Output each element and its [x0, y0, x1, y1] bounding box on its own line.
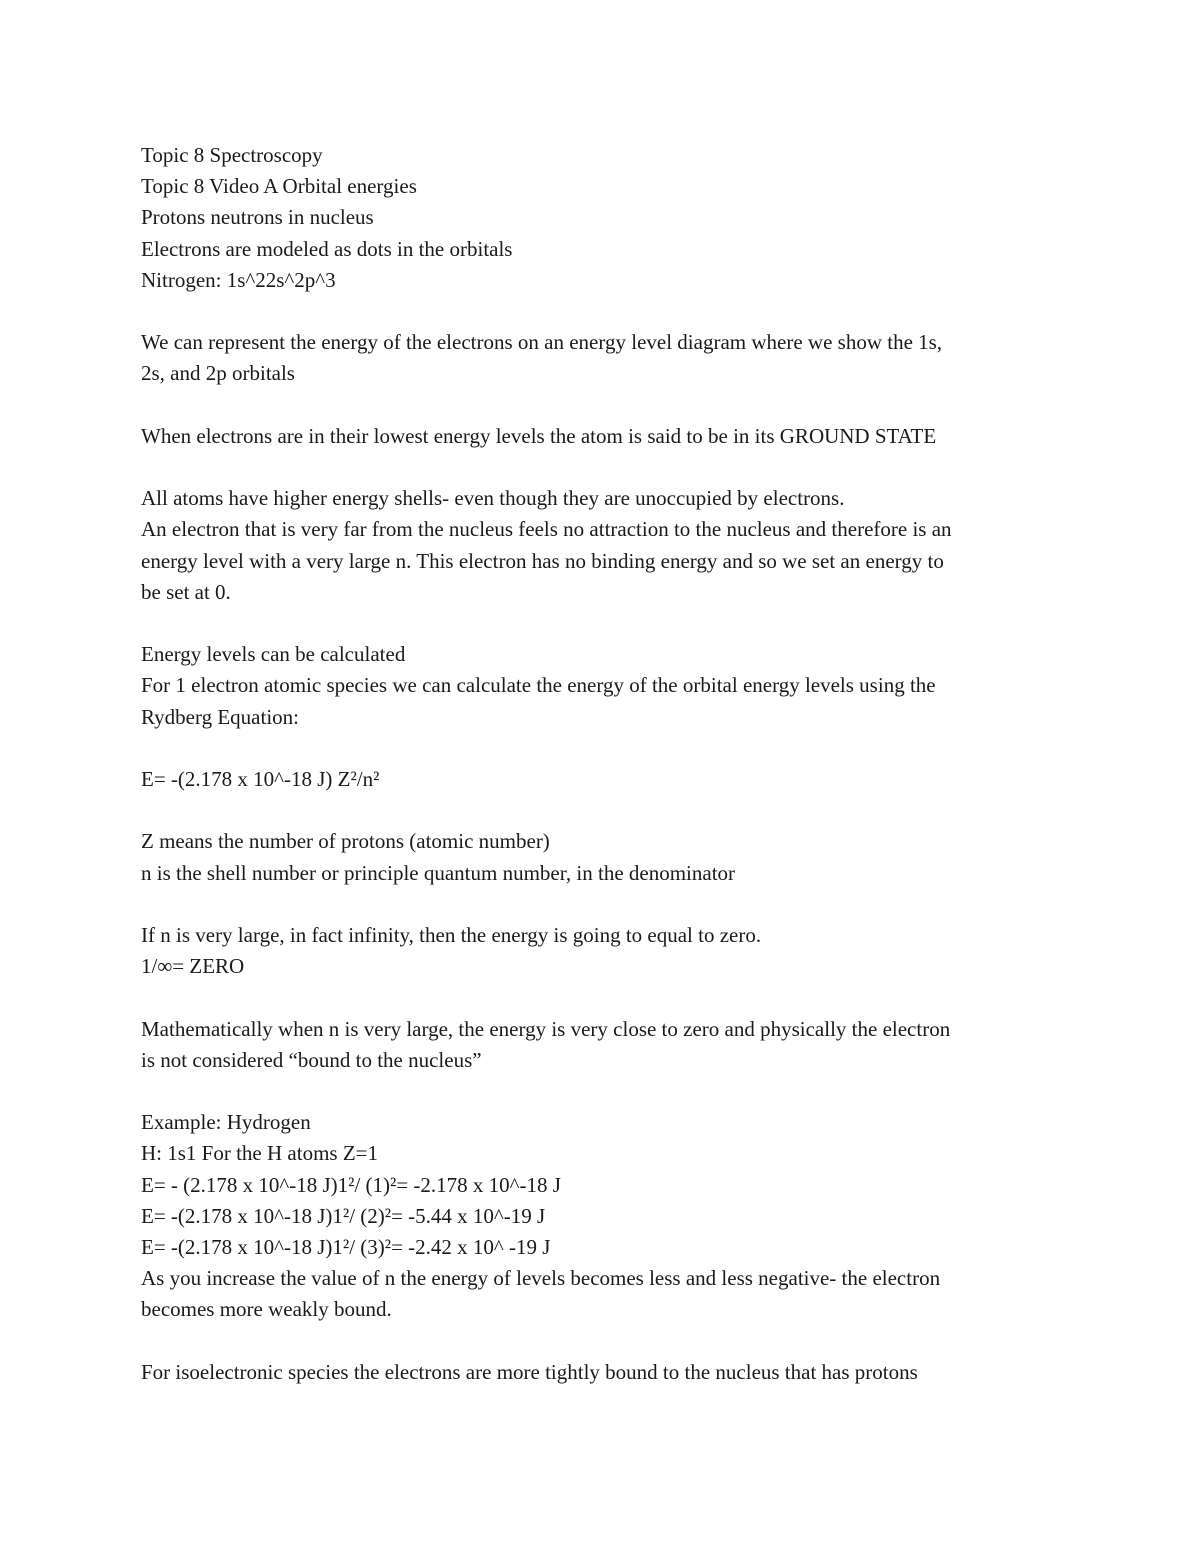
equation-line: E= -(2.178 x 10^-18 J)1²/ (2)²= -5.44 x 10^-19 J	[141, 1203, 546, 1228]
blank-line	[141, 452, 1071, 483]
text-line: Electrons are modeled as dots in the orbitals	[141, 236, 513, 261]
equation-line: E= - (2.178 x 10^-18 J)1²/ (1)²= -2.178 x 10^-18 J	[141, 1172, 561, 1197]
text-line: Energy levels can be calculated	[141, 642, 406, 667]
document-subtitle: Topic 8 Video A Orbital energies	[141, 174, 417, 199]
text-line: be set at 0.	[141, 579, 231, 604]
text-line: We can represent the energy of the electrons on an energy level diagram where we show the 1s,	[141, 330, 943, 355]
text-line: If n is very large, in fact infinity, then the energy is going to equal to zero.	[141, 922, 762, 947]
text-line: Example: Hydrogen	[141, 1110, 311, 1135]
text-line: All atoms have higher energy shells- even though they are unoccupied by electrons.	[141, 486, 845, 511]
text-line: becomes more weakly bound.	[141, 1297, 392, 1322]
text-line: is not considered “bound to the nucleus”	[141, 1047, 482, 1072]
text-line: For 1 electron atomic species we can calculate the energy of the orbital energy levels using the	[141, 673, 936, 698]
text-line: When electrons are in their lowest energy levels the atom is said to be in its GROUND STATE	[141, 423, 937, 448]
text-line: Nitrogen: 1s^22s^2p^3	[141, 267, 336, 292]
blank-line	[141, 982, 1071, 1013]
blank-line	[141, 608, 1071, 639]
text-line: As you increase the value of n the energy of levels becomes less and less negative- the electron	[141, 1266, 941, 1291]
text-line: 2s, and 2p orbitals	[141, 361, 295, 386]
blank-line	[141, 1076, 1071, 1107]
document-body	[141, 140, 1071, 1388]
rydberg-equation: E= -(2.178 x 10^-18 J) Z²/n²	[141, 766, 380, 791]
text-line: Mathematically when n is very large, the energy is very close to zero and physically the electron	[141, 1016, 951, 1041]
equation-line: E= -(2.178 x 10^-18 J)1²/ (3)²= -2.42 x 10^ -19 J	[141, 1234, 551, 1259]
text-line: For isoelectronic species the electrons are more tightly bound to the nucleus that has protons	[141, 1359, 918, 1384]
text-line: H: 1s1 For the H atoms Z=1	[141, 1141, 378, 1166]
text-line: Z means the number of protons (atomic number)	[141, 829, 550, 854]
blank-line	[141, 1326, 1071, 1357]
text-line: Rydberg Equation:	[141, 704, 300, 729]
document-title: Topic 8 Spectroscopy	[141, 143, 323, 167]
blank-line	[141, 733, 1071, 764]
blank-line	[141, 795, 1071, 826]
blank-line	[141, 390, 1071, 421]
text-line: 1/∞= ZERO	[141, 954, 245, 979]
text-line: n is the shell number or principle quantum number, in the denominator	[141, 860, 736, 885]
text-line: Protons neutrons in nucleus	[141, 205, 374, 230]
text-line: energy level with a very large n. This electron has no binding energy and so we set an energy to	[141, 548, 944, 573]
text-line: An electron that is very far from the nucleus feels no attraction to the nucleus and therefore is an	[141, 517, 952, 542]
blank-line	[141, 889, 1071, 920]
blank-line	[141, 296, 1071, 327]
